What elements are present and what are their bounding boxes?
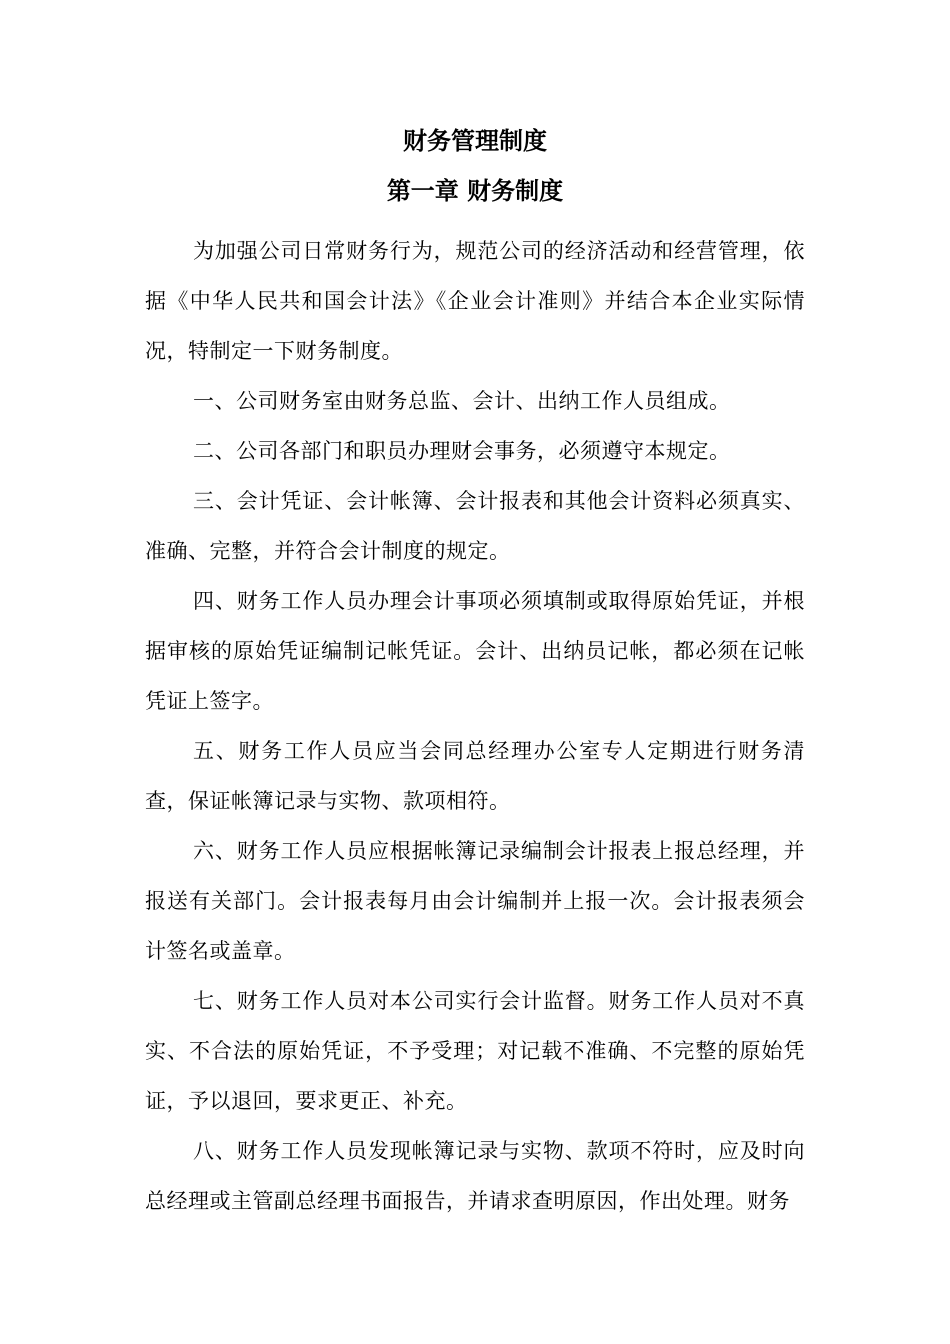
paragraph-item-4: 四、财务工作人员办理会计事项必须填制或取得原始凭证，并根据审核的原始凭证编制记帐凭证。会计、出纳员记帐，都必须在记帐凭证上签字。 (145, 589, 805, 713)
paragraph-item-8: 八、财务工作人员发现帐簿记录与实物、款项不符时，应及时向总经理或主管副总经理书面报告，并请求查明原因，作出处理。财务 (145, 1139, 805, 1213)
paragraph-intro: 为加强公司日常财务行为，规范公司的经济活动和经营管理，依据《中华人民共和国会计法》《企业会计准则》并结合本企业实际情况，特制定一下财务制度。 (145, 239, 805, 363)
paragraph-item-7: 七、财务工作人员对本公司实行会计监督。财务工作人员对不真实、不合法的原始凭证，不予受理；对记载不准确、不完整的原始凭证，予以退回，要求更正、补充。 (145, 989, 805, 1113)
chapter-title: 第一章 财务制度 (386, 176, 564, 205)
paragraph-item-1: 一、公司财务室由财务总监、会计、出纳工作人员组成。 (193, 389, 731, 413)
paragraph-item-5: 五、财务工作人员应当会同总经理办公室专人定期进行财务清查，保证帐簿记录与实物、款项相符。 (145, 739, 805, 813)
paragraph-item-3: 三、会计凭证、会计帐簿、会计报表和其他会计资料必须真实、准确、完整，并符合会计制度的规定。 (145, 489, 805, 563)
document-body (145, 226, 805, 1226)
paragraph-item-6: 六、财务工作人员应根据帐簿记录编制会计报表上报总经理，并报送有关部门。会计报表每月由会计编制并上报一次。会计报表须会计签名或盖章。 (145, 839, 805, 963)
document-title: 财务管理制度 (403, 126, 547, 155)
paragraph-item-2: 二、公司各部门和职员办理财会事务，必须遵守本规定。 (193, 439, 731, 463)
